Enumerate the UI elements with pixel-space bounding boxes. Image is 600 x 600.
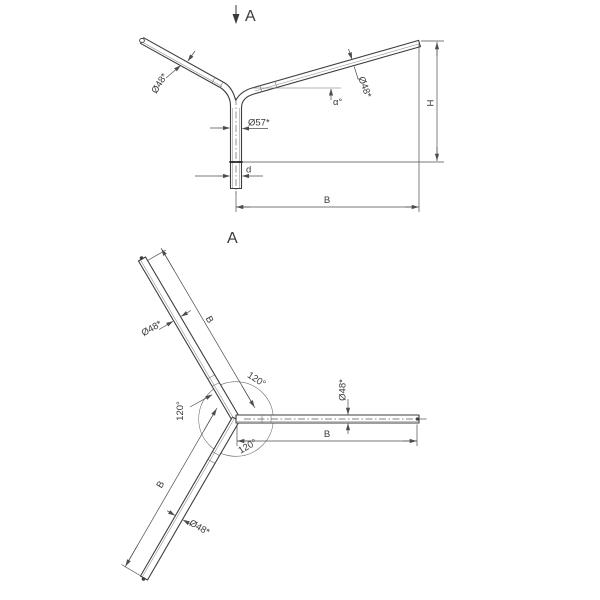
lower-left-len-arrow-bottom	[126, 545, 138, 566]
upper-left-arm-shade	[141, 260, 235, 419]
spigot-dia-label: d	[246, 164, 252, 176]
angle-bottom-label: 120°	[236, 437, 260, 457]
side-bracket-outline	[140, 38, 421, 194]
angle-top-label: 120°	[245, 369, 268, 390]
upper-left-len-dim-line	[161, 248, 255, 408]
section-arrow-group	[236, 5, 256, 25]
right-arm-shade-line	[255, 44, 419, 91]
right-dia-label: Ø48*	[337, 379, 349, 401]
post-dia-label: Ø57*	[248, 117, 270, 129]
lower-left-arm	[141, 417, 240, 580]
lower-left-end-cap	[142, 577, 146, 581]
upper-left-end-cap	[140, 256, 144, 260]
left-arm-shade-line	[142, 42, 222, 87]
lower-left-dia-label: Ø48*	[187, 517, 212, 539]
side-view	[140, 5, 444, 212]
upper-left-dia-leader2	[181, 311, 191, 317]
right-arm-dia-label: Ø48*	[355, 75, 374, 100]
angle-label: α°	[333, 97, 343, 108]
angle-left-label: 120°	[175, 401, 186, 421]
lower-left-dia-leader2	[167, 511, 175, 516]
upper-left-arm	[139, 257, 240, 421]
upper-left-len-arrow-bottom	[242, 386, 254, 407]
upper-left-dia-label: Ø48*	[139, 318, 164, 340]
right-len-label: B	[323, 429, 331, 440]
plan-view-label: A	[227, 230, 238, 247]
lower-left-len-label: B	[154, 479, 168, 491]
reach-label: B	[323, 195, 331, 206]
lower-left-arm-shade	[143, 419, 235, 577]
lower-left-len-ext	[122, 565, 141, 576]
section-marker-label: A	[245, 8, 256, 25]
left-arm-lower-edge	[140, 43, 230, 188]
side-dimensions	[149, 41, 444, 212]
height-label: H	[425, 99, 437, 107]
lower-left-len-dim-line	[125, 408, 217, 567]
upper-left-len-arrow-top	[162, 249, 174, 270]
right-arm-dia-leader	[349, 49, 352, 59]
upper-left-len-label: B	[202, 314, 216, 326]
left-arm-dia-label: Ø48*	[149, 71, 171, 96]
plan-view	[122, 230, 430, 581]
angle-left-leader	[190, 395, 212, 407]
left-arm-dia-leader2	[188, 51, 195, 61]
lower-left-len-arrow-top	[204, 409, 216, 430]
